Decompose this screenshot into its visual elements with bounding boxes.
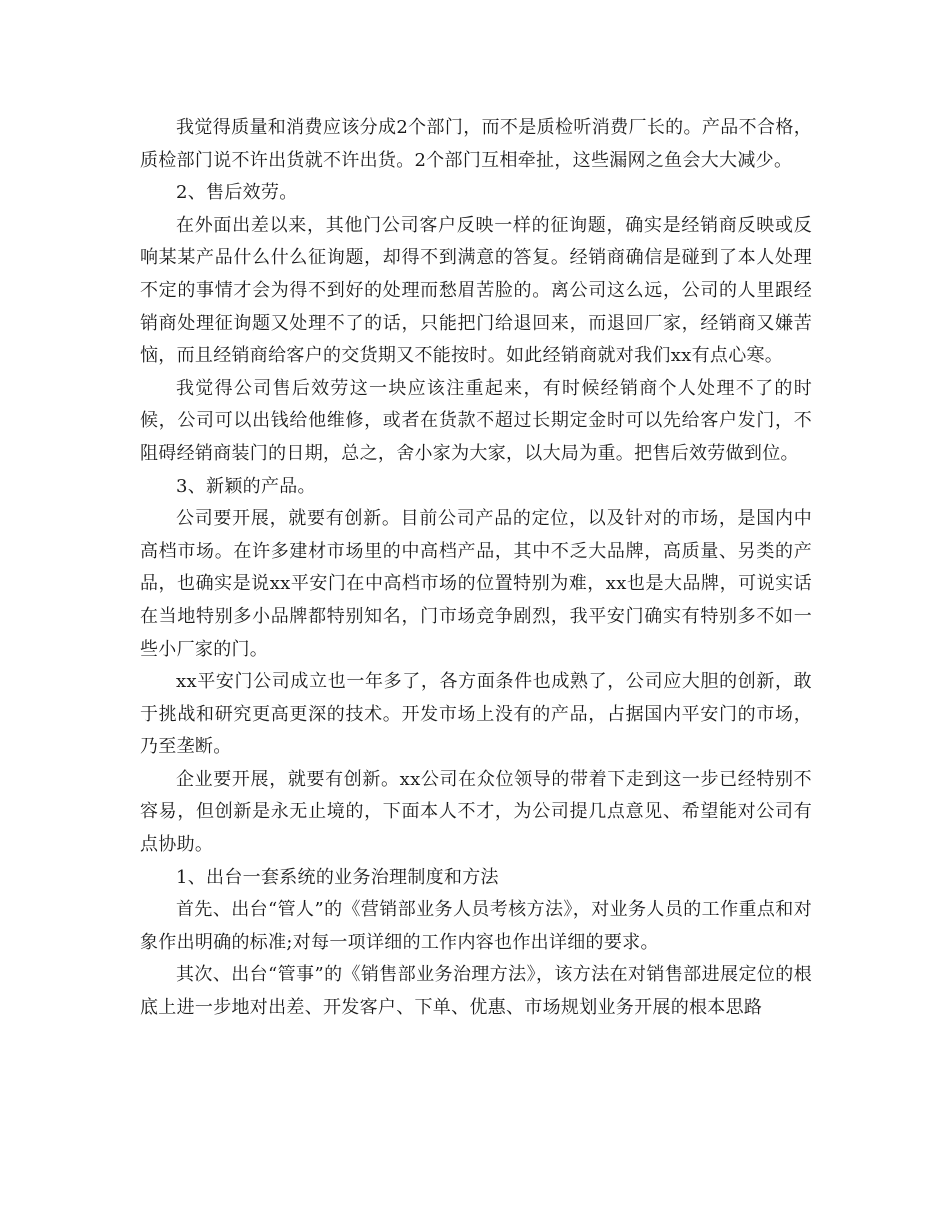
heading-after-sales-service: 2、售后效劳。 bbox=[176, 182, 298, 204]
paragraph-staff-assessment: 首先、出台“管人”的《营销部业务人员考核方法》，对业务人员的工作重点和对象作出明确的标准;对每一项详细的工作内容也作出详细的要求。 bbox=[140, 899, 812, 953]
heading-novel-products: 3、新颖的产品。 bbox=[176, 475, 316, 497]
paragraph-suggestions-intro: 企业要开展，就要有创新。xx公司在众位领导的带着下走到这一步已经特别不容易，但创新是永无止境的，下面本人不才，为公司提几点意见、希望能对公司有点协助。 bbox=[140, 768, 812, 856]
paragraph-customer-feedback: 在外面出差以来，其他门公司客户反映一样的征询题，确实是经销商反映或反响某某产品什么什么征询题，却得不到满意的答复。经销商确信是碰到了本人处理不定的事情才会为得不到好的处理而愁眉苦脸的。离公司这么远，公司的人里跟经销商处理征询题又处理不了的话，只能把门给退回来，而退回厂家，经销商又嫌苦恼，而且经销商给客户的交货期又不能按时。如此经销商就对我们xx有点心寒。 bbox=[140, 214, 812, 367]
paragraph-innovation: xx平安门公司成立也一年多了，各方面条件也成熟了，公司应大胆的创新，敢于挑战和研究更高更深的技术。开发市场上没有的产品，占据国内平安门的市场，乃至垄断。 bbox=[140, 671, 812, 758]
paragraph-market-positioning: 公司要开展，就要有创新。目前公司产品的定位，以及针对的市场，是国内中高档市场。在许多建材市场里的中高档产品，其中不乏大品牌，高质量、另类的产品，也确实是说xx平安门在中高档市场的位置特别为难，xx也是大品牌，可说实话在当地特别多小品牌都特别知名，门市场竞争剧烈，我平安门确实有特别多不如一些小厂家的门。 bbox=[140, 508, 812, 660]
paragraph-quality-departments: 我觉得质量和消费应该分成2个部门，而不是质检听消费厂长的。产品不合格，质检部门说不许出货就不许出货。2个部门互相牵扯，这些漏网之鱼会大大减少。 bbox=[140, 117, 812, 171]
paragraph-sales-management: 其次、出台“管事”的《销售部业务治理方法》，该方法在对销售部进展定位的根底上进一步地对出差、开发客户、下单、优惠、市场规划业务开展的根本思路 bbox=[140, 964, 812, 1019]
paragraph-after-sales-suggestion: 我觉得公司售后效劳这一块应该注重起来，有时候经销商个人处理不了的时候，公司可以出钱给他维修，或者在货款不超过长期定金时可以先给客户发门，不阻碍经销商装门的日期，总之，舍小家为大家，以大局为重。把售后效劳做到位。 bbox=[140, 377, 812, 464]
heading-management-system: 1、出台一套系统的业务治理制度和方法 bbox=[176, 866, 499, 888]
document-page bbox=[140, 112, 812, 1025]
